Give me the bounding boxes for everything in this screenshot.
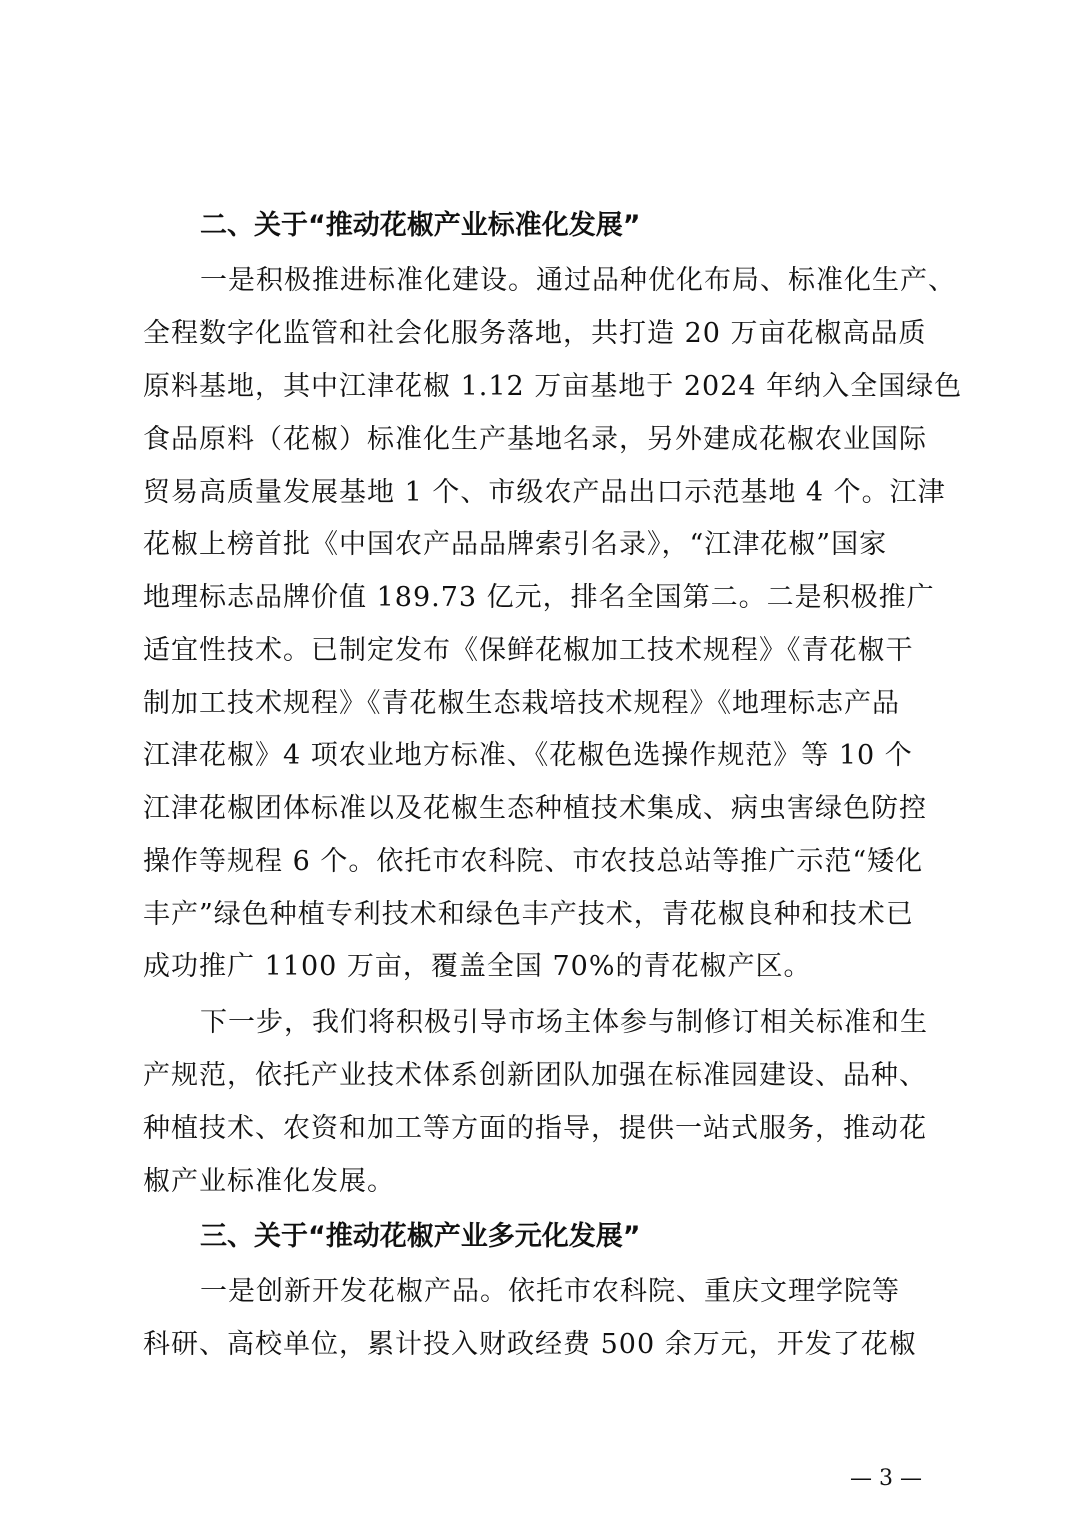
text-line: 产规范，依托产业技术体系创新团队加强在标准园建设、品种、 [143,1060,927,1091]
text-line: 花椒上榜首批《中国农产品品牌索引名录》，“江津花椒”国家 [143,529,888,560]
text-line: 操作等规程 6 个。依托市农科院、市农技总站等推广示范“矮化 [143,846,924,877]
text-line: 一是创新开发花椒产品。依托市农科院、重庆文理学院等 [200,1276,900,1307]
text-line: 科研、高校单位，累计投入财政经费 500 余万元，开发了花椒 [143,1329,917,1360]
text-line: 种植技术、农资和加工等方面的指导，提供一站式服务，推动花 [143,1113,927,1144]
text-line: 适宜性技术。已制定发布《保鲜花椒加工技术规程》《青花椒干 [143,635,914,666]
text-line: 丰产”绿色种植专利技术和绿色丰产技术，青花椒良种和技术已 [143,899,914,930]
text-line: 地理标志品牌价值 189.73 亿元，排名全国第二。二是积极推广 [143,582,935,613]
text-line: 贸易高质量发展基地 1 个、市级农产品出口示范基地 4 个。江津 [143,477,946,508]
section-heading-3: 三、关于“推动花椒产业多元化发展” [200,1221,641,1252]
text-line: 制加工技术规程》《青花椒生态栽培技术规程》《地理标志产品 [143,688,900,719]
text-line: 江津花椒团体标准以及花椒生态种植技术集成、病虫害绿色防控 [143,793,927,824]
text-line: 下一步，我们将积极引导市场主体参与制修订相关标准和生 [200,1007,928,1038]
text-line: 原料基地，其中江津花椒 1.12 万亩基地于 2024 年纳入全国绿色 [143,371,963,402]
text-line: 一是积极推进标准化建设。通过品种优化布局、标准化生产、 [200,265,956,296]
text-line: 江津花椒》4 项农业地方标准、《花椒色选操作规范》等 10 个 [143,740,913,771]
text-line: 食品原料（花椒）标准化生产基地名录，另外建成花椒农业国际 [143,424,927,455]
text-line: 成功推广 1100 万亩，覆盖全国 70%的青花椒产区。 [143,951,812,982]
text-line: 全程数字化监管和社会化服务落地，共打造 20 万亩花椒高品质 [143,318,927,349]
section-heading-2: 二、关于“推动花椒产业标准化发展” [200,210,641,241]
text-line: 椒产业标准化发展。 [143,1166,395,1197]
page-number: — 3 — [850,1466,922,1491]
